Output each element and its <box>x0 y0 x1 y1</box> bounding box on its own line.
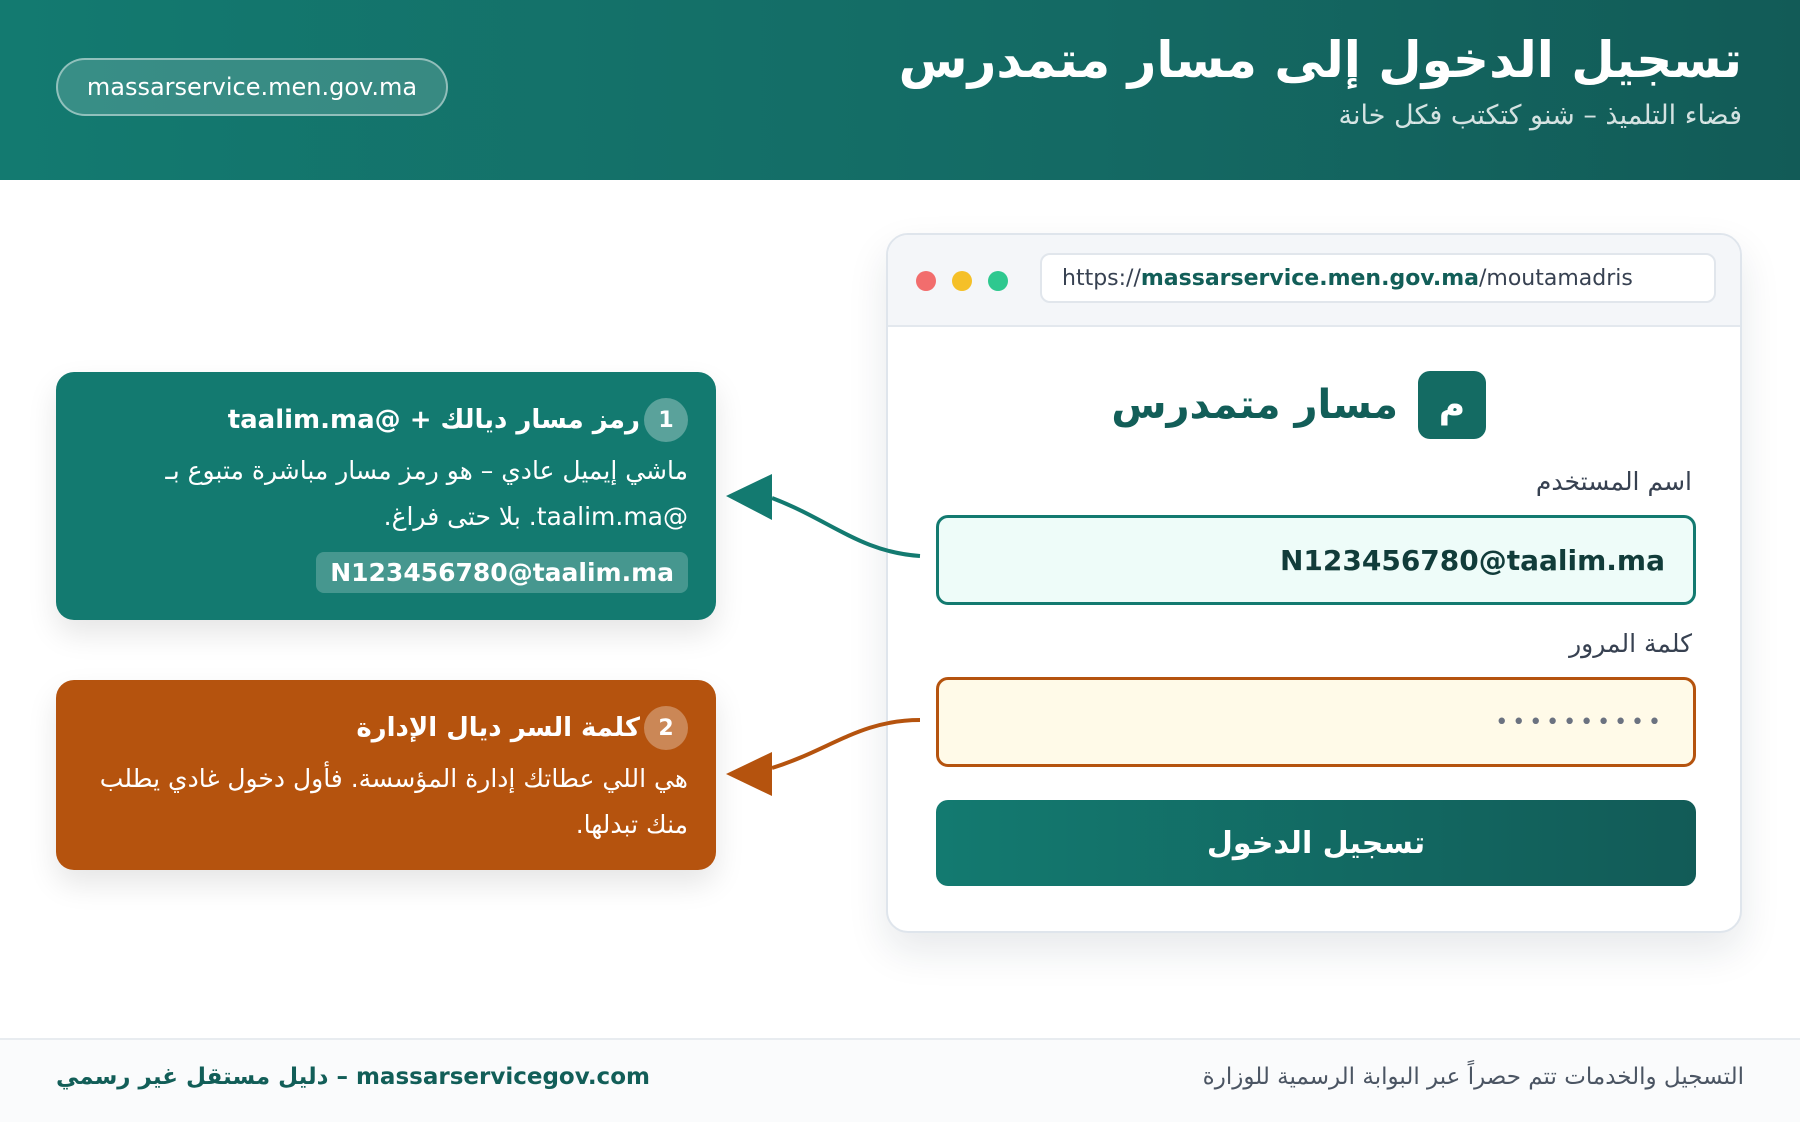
arrow-password-line <box>772 720 920 768</box>
callout-username-title: رمز مسار ديالك + @taalim.ma <box>227 405 640 435</box>
callout-number-badge: 1 <box>644 398 688 442</box>
brand-name: مسار متمدرس <box>1111 382 1398 428</box>
arrow-username-line <box>772 498 920 556</box>
url-prefix: https:// <box>1062 265 1141 291</box>
callout-password-text: هي اللي عطاتك إدارة المؤسسة. فأول دخول غادي يطلب منك تبدلها. <box>99 764 688 839</box>
username-value: N123456780@taalim.ma <box>1279 543 1665 577</box>
username-label: اسم المستخدم <box>1535 467 1692 496</box>
brand-logo-icon: م <box>1418 371 1486 439</box>
url-domain: massarservice.men.gov.ma <box>1140 265 1479 291</box>
url-path: /moutamadris <box>1478 265 1633 291</box>
arrow-username-head-icon <box>726 474 772 520</box>
page-footer <box>0 1038 1800 1122</box>
callout-username-text: ماشي إيميل عادي – هو رمز مسار مباشرة متبوع بـ @taalim.ma. بلا حتى فراغ. <box>165 456 688 531</box>
password-label: كلمة المرور <box>1569 629 1692 658</box>
password-value: •••••••••• <box>1495 709 1665 735</box>
page-title: تسجيل الدخول إلى مسار متمدرس <box>898 31 1742 89</box>
login-button[interactable]: تسجيل الدخول <box>936 800 1696 886</box>
page-subtitle: فضاء التلميذ – شنو كتكتب فكل خانة <box>1338 100 1742 131</box>
callout-number-badge: 2 <box>644 706 688 750</box>
footer-disclaimer: التسجيل والخدمات تتم حصراً عبر البوابة الرسمية للوزارة <box>1202 1064 1744 1090</box>
callout-username-example: N123456780@taalim.ma <box>316 552 688 593</box>
footer-site-note: massarservicegov.com – دليل مستقل غير رسمي <box>56 1064 650 1090</box>
domain-pill: massarservice.men.gov.ma <box>56 58 448 116</box>
callout-password-title: كلمة السر ديال الإدارة <box>356 713 640 743</box>
arrow-password-head-icon <box>726 752 772 796</box>
